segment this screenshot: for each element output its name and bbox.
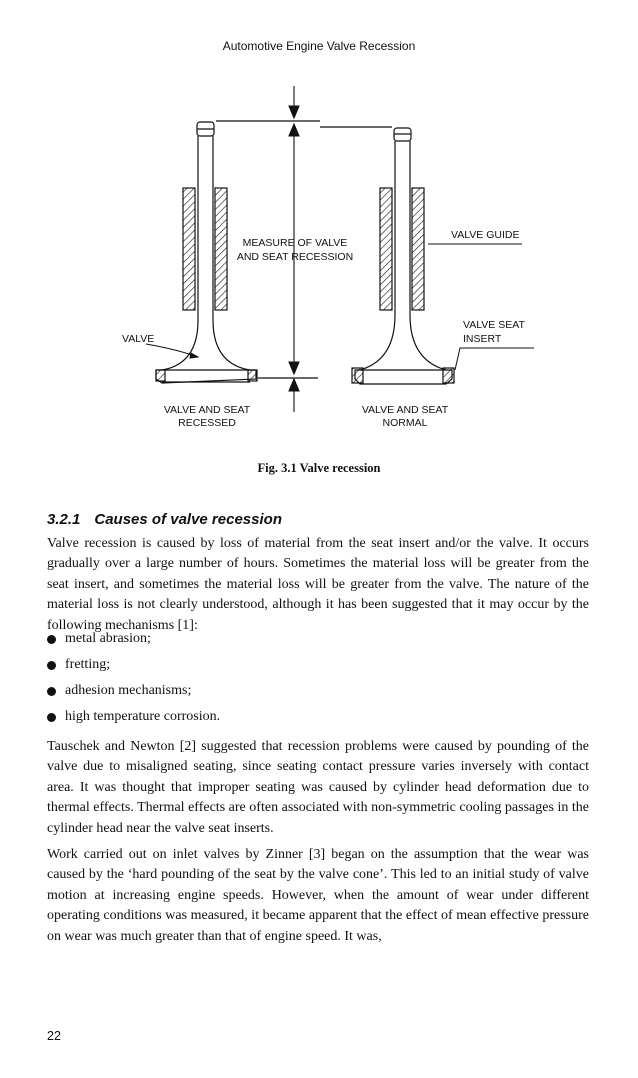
paragraph-3: Work carried out on inlet valves by Zinner [3] began on the assumption that the wear was caused by the ‘hard pounding of the seat by the valve cone’. This led to an initial study of valve motion at increasing engine speeds. However, when the amount of wear under different operating conditions was measured, it became apparent that the effect of mean effective pressure on wear was much greater than that of engine speed. It was,	[47, 847, 589, 944]
label-recessed-line2: RECESSED	[178, 417, 236, 429]
label-valve-seat-insert-line1: VALVE SEAT	[463, 319, 525, 331]
left-valve-head	[156, 370, 256, 383]
bullet-icon	[47, 687, 56, 696]
list-item-text: metal abrasion;	[65, 631, 151, 646]
right-seat-insert-left	[352, 368, 363, 383]
right-seat-insert-right	[443, 368, 454, 383]
left-valve-guide-right	[215, 188, 227, 310]
left-valve-guide-left	[183, 188, 195, 310]
seat-insert-leader	[455, 348, 534, 370]
paragraph-1: Valve recession is caused by loss of material from the seat insert and/or the valve. It occurs gradually over a large number of hours. Sometimes the material loss will be greater from the seat insert, and sometimes the material loss will be greater from the valve. The nature of the material loss is not clearly understood, although it has been suggested that it may occur by the following mechanisms [1]:	[47, 536, 589, 633]
label-normal-line1: VALVE AND SEAT	[361, 404, 449, 416]
figure-valve-recession	[0, 0, 638, 460]
label-valve-guide: VALVE GUIDE	[451, 229, 520, 241]
list-item-text: high temperature corrosion.	[65, 709, 221, 724]
label-normal-line2: NORMAL	[382, 417, 428, 429]
left-seat-insert-left	[156, 370, 165, 381]
bullet-icon	[47, 713, 56, 722]
recession-measure-arrows	[289, 86, 299, 412]
label-recessed-line1: VALVE AND SEAT	[163, 404, 251, 416]
bullet-icon	[47, 661, 56, 670]
label-measure-line2: AND SEAT RECESSION	[236, 251, 354, 263]
section-title: Causes of valve recession	[94, 511, 282, 528]
figure-caption: Fig. 3.1 Valve recession	[257, 461, 381, 475]
running-head: Automotive Engine Valve Recession	[222, 39, 416, 53]
section-number: 3.2.1	[47, 511, 81, 528]
right-valve-head	[355, 370, 452, 384]
list-item	[47, 629, 589, 655]
right-valve-guide-left	[380, 188, 392, 310]
label-measure-line1: MEASURE OF VALVE	[242, 237, 348, 249]
bullet-icon	[47, 635, 56, 644]
label-valve-seat-insert-line2: INSERT	[463, 333, 502, 345]
valve-recession-diagram	[0, 0, 638, 460]
paragraph-2: Tauschek and Newton [2] suggested that recession problems were caused by pounding of the valve due to misaligned seating, since seating contact pressure varies inversely with contact area. It was thought that improper seating was caused by cylinder head deformation due to thermal effects. Thermal effects are often associated with non-symmetric cooling passages in the cylinder head near the valve seat inserts.	[47, 739, 589, 836]
page-number: 22	[47, 1029, 61, 1043]
list-item-text: adhesion mechanisms;	[65, 683, 192, 698]
list-item	[47, 655, 589, 681]
list-item	[47, 707, 589, 733]
left-seat-insert-right	[248, 370, 257, 381]
mechanism-list	[47, 629, 589, 733]
section-heading	[47, 511, 282, 528]
list-item-text: fretting;	[65, 657, 111, 672]
list-item	[47, 681, 589, 707]
label-valve: VALVE	[122, 333, 155, 345]
right-valve-guide-right	[412, 188, 424, 310]
